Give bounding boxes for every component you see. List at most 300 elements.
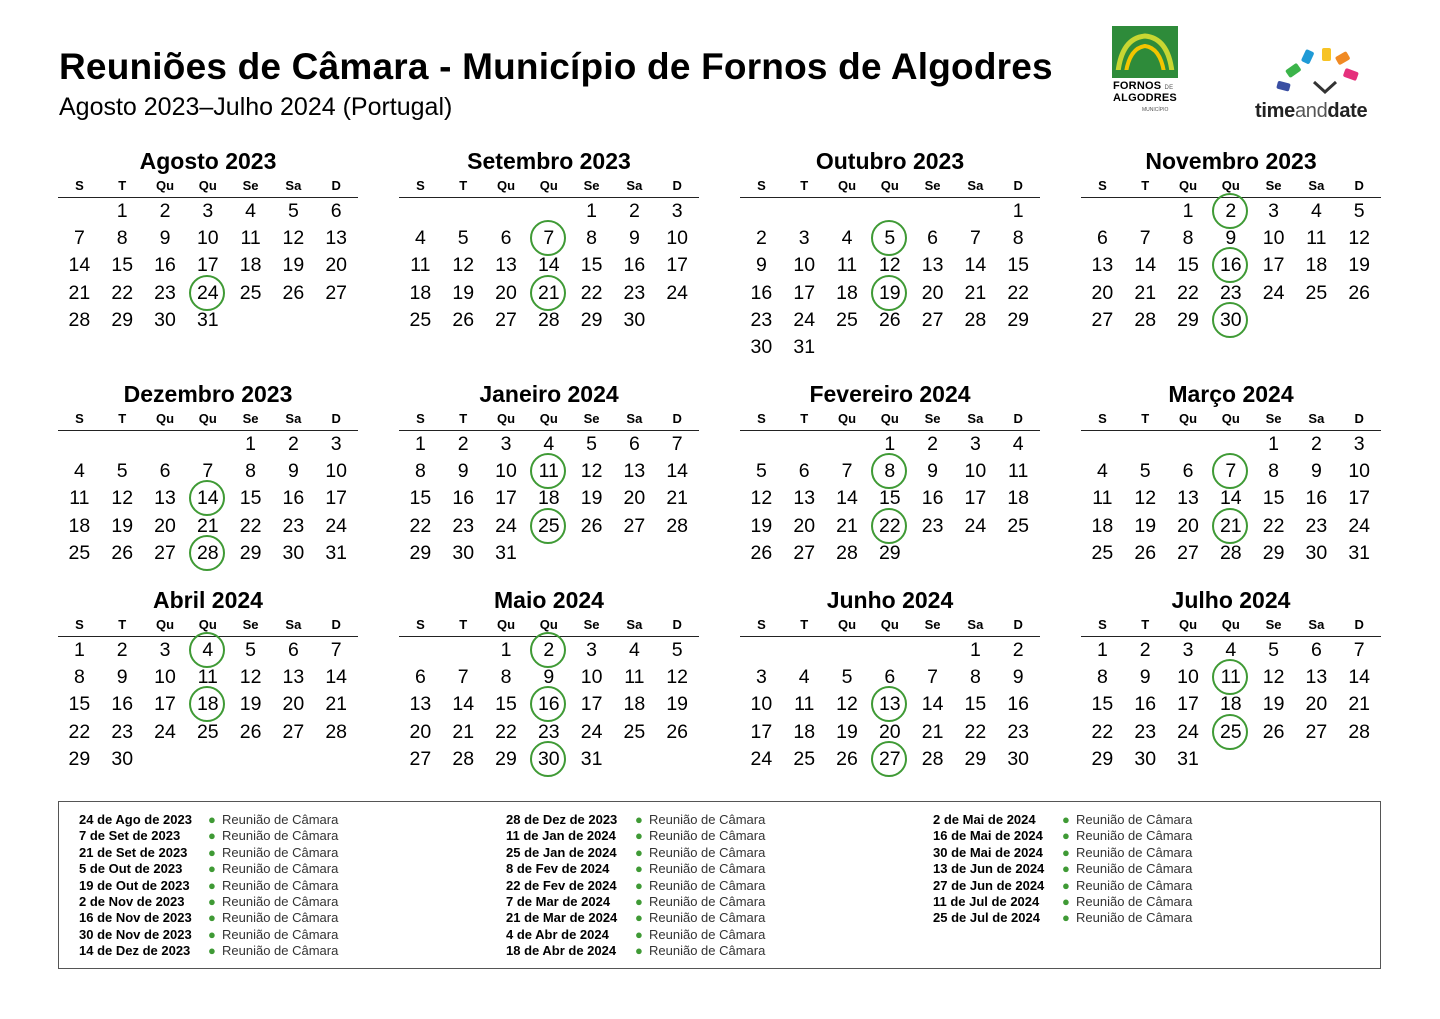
weekday-label: Sa	[285, 178, 302, 193]
day-cell: 11	[794, 693, 815, 716]
day-cell: 9	[1310, 460, 1322, 483]
day-cell: 8	[500, 666, 512, 689]
day-cell: 26	[878, 308, 901, 331]
day-cell: 26	[1348, 281, 1371, 304]
weekday-label: S	[75, 411, 84, 426]
day-cell: 26	[1134, 541, 1157, 564]
legend-event: Reunião de Câmara	[222, 926, 339, 942]
weekday-label: Qu	[496, 617, 516, 632]
empty-day-cell	[826, 637, 869, 664]
day-cell: 20	[921, 281, 944, 304]
day-cell: 16	[921, 487, 944, 510]
weekday-label: D	[672, 411, 682, 426]
day-cell: 27	[793, 541, 816, 564]
meetings-legend	[58, 801, 1381, 969]
empty-day-cell	[1167, 431, 1210, 458]
weekday-label: Qu	[1221, 411, 1240, 426]
day-cell: 13	[1091, 254, 1114, 277]
month-name: Abril 2024	[153, 587, 263, 613]
day-cell: 12	[836, 693, 858, 716]
weekday-label: Qu	[880, 617, 899, 632]
legend-bullet-icon: ●	[1062, 893, 1070, 909]
day-cell: 2	[628, 200, 640, 222]
weekday-label: S	[416, 617, 425, 632]
day-cell: 24	[1262, 281, 1285, 304]
day-cell: 12	[282, 227, 305, 250]
empty-day-cell	[911, 198, 954, 225]
day-cell: 11	[836, 254, 858, 277]
day-cell: 12	[580, 460, 603, 483]
day-cell: 3	[586, 639, 598, 661]
day-cell: 27	[325, 281, 348, 304]
day-cell: 7	[927, 666, 939, 689]
meeting-day: 21	[527, 280, 570, 307]
day-cell: 9	[116, 666, 128, 689]
weekday-label: D	[1354, 411, 1364, 426]
day-cell: 27	[623, 514, 646, 537]
day-cell: 22	[239, 514, 262, 537]
legend-event: Reunião de Câmara	[1076, 893, 1193, 909]
day-cell: 23	[1305, 514, 1328, 537]
day-cell: 16	[1134, 693, 1157, 716]
legend-bullet-icon: ●	[208, 844, 216, 860]
day-cell: 20	[495, 281, 517, 304]
day-cell: 19	[1262, 693, 1285, 716]
weekday-label: Se	[242, 178, 259, 193]
day-cell: 13	[793, 487, 816, 510]
day-cell: 15	[878, 487, 901, 510]
days-grid	[740, 637, 1040, 773]
weekday-label: Se	[242, 617, 259, 632]
day-cell: 31	[325, 541, 348, 564]
day-cell: 3	[755, 666, 767, 689]
meeting-day: 30	[1209, 307, 1252, 334]
day-cell: 3	[969, 433, 981, 455]
empty-day-cell	[740, 431, 783, 458]
legend-event: Reunião de Câmara	[649, 844, 766, 860]
day-cell: 29	[1262, 541, 1285, 564]
day-cell: 23	[750, 308, 773, 331]
day-cell: 23	[282, 514, 305, 537]
weekday-label: Se	[924, 411, 941, 426]
day-cell: 1	[1012, 200, 1024, 222]
legend-bullet-icon: ●	[208, 943, 216, 959]
legend-event: Reunião de Câmara	[222, 910, 339, 926]
day-cell: 1	[586, 200, 598, 222]
month-calendar	[1081, 585, 1381, 773]
day-cell: 27	[495, 308, 517, 331]
weekday-label: S	[75, 178, 84, 193]
days-grid	[399, 637, 699, 773]
timeanddate-logo	[1255, 44, 1385, 124]
month-calendar	[58, 585, 358, 773]
day-cell: 23	[154, 281, 176, 304]
day-cell: 13	[409, 693, 432, 716]
weekday-label: Qu	[880, 178, 899, 193]
day-cell: 8	[414, 460, 426, 483]
month-name: Setembro 2023	[467, 148, 631, 174]
day-cell: 14	[1219, 487, 1242, 510]
day-cell: 28	[68, 308, 91, 331]
weekday-label: Sa	[1308, 411, 1325, 426]
day-cell: 31	[495, 541, 517, 564]
day-cell: 9	[755, 254, 767, 277]
day-cell: 17	[1262, 254, 1285, 277]
day-cell: 19	[239, 693, 262, 716]
day-cell: 31	[793, 335, 816, 358]
weekday-label: Qu	[837, 617, 857, 632]
legend-bullet-icon: ●	[1062, 877, 1070, 893]
day-cell: 19	[580, 487, 603, 510]
day-cell: 18	[409, 281, 432, 304]
day-cell: 18	[623, 693, 646, 716]
weekday-label: S	[757, 617, 766, 632]
day-cell: 9	[543, 666, 555, 689]
meeting-day: 21	[1209, 513, 1252, 540]
day-cell: 6	[1182, 460, 1194, 483]
day-cell: 16	[750, 281, 773, 304]
weekday-label: D	[672, 178, 682, 193]
day-cell: 27	[921, 308, 944, 331]
day-cell: 16	[111, 693, 134, 716]
municipio-logo	[1110, 26, 1182, 118]
legend-event: Reunião de Câmara	[649, 910, 766, 926]
day-cell: 27	[1177, 541, 1199, 564]
meeting-day: 7	[527, 225, 570, 252]
weekday-label: T	[459, 178, 468, 193]
day-cell: 17	[1348, 487, 1371, 510]
day-cell: 28	[921, 747, 944, 770]
day-cell: 17	[1177, 693, 1199, 716]
legend-date: 25 de Jan de 2024	[506, 844, 617, 860]
meeting-day: 16	[1209, 252, 1252, 279]
meeting-day: 25	[527, 513, 570, 540]
day-cell: 15	[1262, 487, 1285, 510]
weekday-label: D	[1013, 178, 1023, 193]
weekday-label: D	[672, 617, 682, 632]
day-cell: 22	[111, 281, 134, 304]
day-cell: 29	[409, 541, 432, 564]
day-cell: 6	[159, 460, 171, 483]
empty-day-cell	[740, 198, 783, 225]
day-cell: 5	[287, 200, 299, 222]
day-cell: 15	[1177, 254, 1199, 277]
day-cell: 7	[457, 666, 469, 689]
weekday-label: Qu	[1178, 178, 1198, 193]
legend-date: 28 de Dez de 2023	[506, 812, 618, 827]
legend-bullet-icon: ●	[635, 828, 643, 844]
legend-date: 14 de Dez de 2023	[79, 943, 191, 959]
day-cell: 10	[495, 460, 517, 483]
day-cell: 2	[287, 433, 299, 455]
legend-date: 5 de Out de 2023	[79, 861, 183, 877]
day-cell: 21	[836, 514, 858, 537]
day-cell: 2	[116, 639, 128, 661]
day-cell: 17	[325, 487, 348, 510]
meeting-day: 11	[527, 458, 570, 485]
day-cell: 15	[580, 254, 603, 277]
day-cell: 14	[325, 666, 348, 689]
day-cell: 28	[1348, 720, 1371, 743]
empty-day-cell	[954, 198, 997, 225]
empty-day-cell	[399, 198, 442, 225]
day-cell: 4	[73, 460, 85, 483]
day-cell: 6	[330, 200, 342, 222]
day-cell: 29	[111, 308, 134, 331]
day-cell: 14	[537, 254, 560, 277]
meeting-day: 13	[868, 691, 911, 718]
legend-event: Reunião de Câmara	[222, 844, 339, 860]
day-cell: 9	[1012, 666, 1024, 689]
day-cell: 12	[239, 666, 262, 689]
weekday-label: Qu	[1221, 178, 1240, 193]
days-grid	[58, 637, 358, 773]
day-cell: 21	[921, 720, 944, 743]
empty-day-cell	[442, 637, 485, 664]
day-cell: 22	[495, 720, 517, 743]
legend-date: 30 de Nov de 2023	[79, 926, 192, 942]
weekday-label: S	[1098, 617, 1107, 632]
empty-day-cell	[1081, 431, 1124, 458]
weekday-header	[740, 176, 1040, 198]
legend-event: Reunião de Câmara	[222, 828, 339, 844]
day-cell: 25	[623, 720, 646, 743]
day-cell: 19	[111, 514, 134, 537]
day-cell: 18	[68, 514, 91, 537]
day-cell: 26	[239, 720, 262, 743]
legend-date: 24 de Ago de 2023	[79, 812, 192, 827]
days-grid	[740, 431, 1040, 567]
day-cell: 9	[1225, 227, 1237, 250]
day-cell: 18	[537, 487, 560, 510]
month-name: Outubro 2023	[815, 148, 965, 174]
day-cell: 8	[245, 460, 257, 483]
day-cell: 9	[159, 227, 171, 250]
day-cell: 1	[969, 639, 981, 661]
day-cell: 29	[878, 541, 901, 564]
day-cell: 17	[196, 254, 219, 277]
weekday-label: Qu	[539, 617, 558, 632]
day-cell: 18	[793, 720, 816, 743]
weekday-label: Qu	[837, 411, 857, 426]
empty-day-cell	[911, 637, 954, 664]
day-cell: 10	[580, 666, 603, 689]
day-cell: 8	[116, 227, 128, 250]
weekday-label: Sa	[626, 617, 643, 632]
day-cell: 23	[623, 281, 646, 304]
day-cell: 23	[111, 720, 134, 743]
day-cell: 16	[154, 254, 176, 277]
legend-date: 4 de Abr de 2024	[506, 926, 609, 942]
legend-date: 27 de Jun de 2024	[933, 877, 1045, 893]
day-cell: 15	[964, 693, 987, 716]
legend-bullet-icon: ●	[208, 926, 216, 942]
day-cell: 9	[287, 460, 299, 483]
weekday-label: Sa	[626, 411, 643, 426]
day-cell: 26	[452, 308, 475, 331]
weekday-label: T	[118, 411, 127, 426]
day-cell: 12	[878, 254, 901, 277]
day-cell: 24	[495, 514, 517, 537]
day-cell: 24	[666, 281, 689, 304]
day-cell: 5	[1268, 639, 1280, 661]
day-cell: 25	[1007, 514, 1030, 537]
day-cell: 14	[921, 693, 944, 716]
weekday-label: D	[1354, 178, 1364, 193]
day-cell: 10	[154, 666, 176, 689]
day-cell: 8	[1096, 666, 1108, 689]
day-cell: 7	[1139, 227, 1151, 250]
day-cell: 24	[325, 514, 348, 537]
legend-event: Reunião de Câmara	[649, 893, 766, 909]
day-cell: 15	[68, 693, 91, 716]
day-cell: 3	[798, 227, 810, 250]
day-cell: 1	[500, 639, 512, 661]
weekday-label: D	[331, 178, 341, 193]
day-cell: 4	[1310, 200, 1322, 222]
weekday-label: Qu	[198, 411, 217, 426]
day-cell: 15	[111, 254, 134, 277]
day-cell: 18	[239, 254, 262, 277]
day-cell: 14	[452, 693, 475, 716]
meeting-day: 14	[186, 485, 229, 512]
day-cell: 30	[452, 541, 475, 564]
day-cell: 29	[580, 308, 603, 331]
day-cell: 20	[793, 514, 816, 537]
day-cell: 30	[154, 308, 176, 331]
day-cell: 20	[409, 720, 432, 743]
weekday-label: Qu	[496, 178, 516, 193]
legend-bullet-icon: ●	[208, 812, 216, 827]
day-cell: 20	[1177, 514, 1199, 537]
weekday-label: Qu	[539, 411, 558, 426]
day-cell: 23	[921, 514, 944, 537]
weekday-label: Sa	[967, 411, 984, 426]
weekday-label: T	[118, 617, 127, 632]
timeanddate-wordmark-date: date	[1327, 100, 1368, 122]
month-name: Agosto 2023	[139, 148, 277, 174]
day-cell: 1	[1182, 200, 1194, 222]
legend-event: Reunião de Câmara	[222, 812, 339, 827]
day-cell: 3	[202, 200, 214, 222]
month-name: Dezembro 2023	[123, 381, 293, 407]
legend-bullet-icon: ●	[1062, 812, 1070, 827]
day-cell: 13	[325, 227, 348, 250]
empty-day-cell	[101, 431, 144, 458]
legend-bullet-icon: ●	[635, 861, 643, 877]
meeting-day: 27	[868, 746, 911, 773]
day-cell: 24	[793, 308, 816, 331]
meeting-day: 28	[186, 540, 229, 567]
day-cell: 8	[1268, 460, 1280, 483]
weekday-label: D	[1354, 617, 1364, 632]
month-calendar	[58, 146, 358, 334]
day-cell: 7	[330, 639, 342, 661]
legend-event: Reunião de Câmara	[222, 861, 339, 877]
day-cell: 22	[1091, 720, 1114, 743]
day-cell: 24	[750, 747, 773, 770]
weekday-label: D	[331, 411, 341, 426]
legend-event: Reunião de Câmara	[649, 943, 766, 959]
day-cell: 27	[282, 720, 305, 743]
day-cell: 5	[755, 460, 767, 483]
day-cell: 2	[1310, 433, 1322, 455]
day-cell: 4	[414, 227, 426, 250]
day-cell: 19	[1348, 254, 1371, 277]
weekday-header	[58, 409, 358, 431]
day-cell: 6	[1310, 639, 1322, 661]
weekday-label: T	[1141, 617, 1150, 632]
day-cell: 18	[836, 281, 858, 304]
day-cell: 10	[750, 693, 773, 716]
legend-bullet-icon: ●	[1062, 844, 1070, 860]
page-subtitle: Agosto 2023–Julho 2024 (Portugal)	[59, 93, 453, 121]
day-cell: 28	[1219, 541, 1242, 564]
day-cell: 19	[750, 514, 773, 537]
day-cell: 3	[1353, 433, 1365, 455]
day-cell: 2	[755, 227, 767, 250]
day-cell: 16	[1305, 487, 1328, 510]
day-cell: 14	[836, 487, 858, 510]
day-cell: 3	[1182, 639, 1194, 661]
day-cell: 18	[1007, 487, 1030, 510]
day-cell: 27	[409, 747, 432, 770]
day-cell: 6	[1096, 227, 1108, 250]
day-cell: 1	[73, 639, 85, 661]
days-grid	[58, 198, 358, 334]
day-cell: 17	[964, 487, 987, 510]
weekday-label: T	[459, 411, 468, 426]
day-cell: 25	[1305, 281, 1328, 304]
day-cell: 16	[282, 487, 305, 510]
day-cell: 24	[580, 720, 603, 743]
legend-date: 22 de Fev de 2024	[506, 877, 617, 893]
day-cell: 8	[586, 227, 598, 250]
day-cell: 22	[1262, 514, 1285, 537]
day-cell: 8	[1012, 227, 1024, 250]
day-cell: 24	[1177, 720, 1199, 743]
day-cell: 27	[1305, 720, 1328, 743]
weekday-label: S	[757, 178, 766, 193]
month-name: Fevereiro 2024	[809, 381, 971, 407]
legend-date: 18 de Abr de 2024	[506, 943, 617, 959]
day-cell: 22	[68, 720, 91, 743]
day-cell: 30	[623, 308, 646, 331]
day-cell: 25	[793, 747, 816, 770]
legend-bullet-icon: ●	[208, 828, 216, 844]
weekday-label: Se	[242, 411, 259, 426]
month-calendar	[740, 379, 1040, 567]
day-cell: 15	[409, 487, 432, 510]
legend-date: 7 de Set de 2023	[79, 828, 181, 844]
weekday-label: S	[757, 411, 766, 426]
weekday-header	[399, 409, 699, 431]
empty-day-cell	[740, 637, 783, 664]
day-cell: 21	[452, 720, 475, 743]
day-cell: 26	[580, 514, 603, 537]
legend-bullet-icon: ●	[1062, 910, 1070, 926]
legend-event: Reunião de Câmara	[222, 877, 339, 893]
day-cell: 19	[666, 693, 689, 716]
legend-date: 13 de Jun de 2024	[933, 861, 1045, 877]
municipio-logo-de: DE	[1164, 85, 1174, 91]
legend-bullet-icon: ●	[635, 910, 643, 926]
day-cell: 10	[1177, 666, 1199, 689]
municipio-logo-line3: MUNICÍPIO	[1142, 107, 1169, 113]
day-cell: 5	[841, 666, 853, 689]
day-cell: 16	[452, 487, 475, 510]
month-calendar	[740, 585, 1040, 773]
